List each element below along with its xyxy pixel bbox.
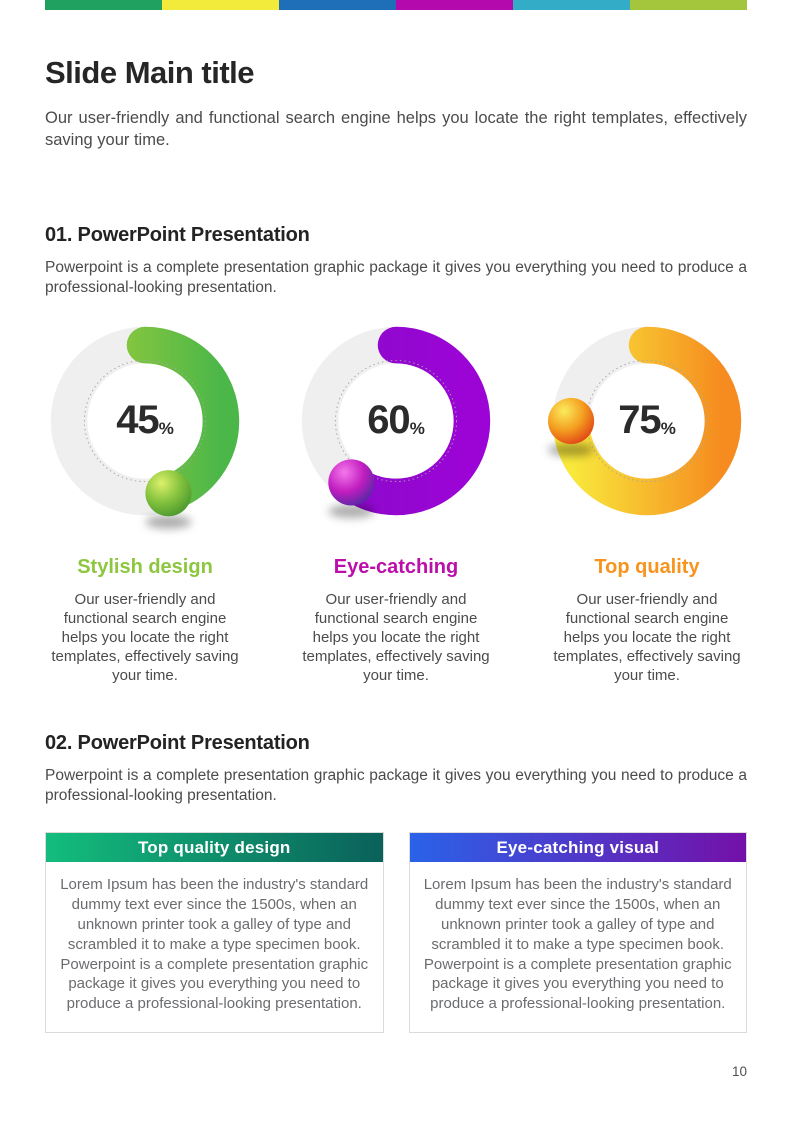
section-01-heading: 01. PowerPoint Presentation <box>45 223 310 246</box>
glossy-ball-icon <box>145 470 191 516</box>
section-02 <box>45 732 747 1033</box>
percent-number: 60 <box>367 398 410 443</box>
donut-chart-2 <box>297 322 495 520</box>
section-02-body: Powerpoint is a complete presentation graphic package it gives you everything you need to produce a professional-looking presentation. <box>45 767 747 805</box>
page-subtitle: Our user-friendly and functional search engine helps you locate the right templates, effectively saving your time. <box>45 109 747 149</box>
percent-sign: % <box>158 418 174 438</box>
donut-chart-row <box>45 322 747 685</box>
donut-ring-3 <box>548 322 746 520</box>
donut-item-2 <box>296 322 496 685</box>
donut-chart-1 <box>46 322 244 520</box>
card <box>45 832 384 1033</box>
accent-bar-segment <box>162 0 279 10</box>
donut-description: Our user-friendly and functional search engine helps you locate the right templates, effectively saving your time. <box>51 590 239 684</box>
card-body: Lorem Ipsum has been the industry's standard dummy text ever since the 1500s, when an unknown printer took a galley of type and scrambled it to make a type specimen book. Powerpoint is a complete presentation graphic package it gives you everything you need to produce a professional-looking presentation. <box>423 876 732 1013</box>
donut-label: Top quality <box>594 555 700 578</box>
card <box>409 832 748 1033</box>
card-header: Eye-catching visual <box>410 833 747 862</box>
card-row <box>45 832 747 1033</box>
percent-number: 45 <box>116 398 159 443</box>
donut-item-3 <box>547 322 747 685</box>
card-body: Lorem Ipsum has been the industry's standard dummy text ever since the 1500s, when an unknown printer took a galley of type and scrambled it to make a type specimen book. Powerpoint is a complete presentation graphic package it gives you everything you need to produce a professional-looking presentation. <box>60 876 369 1013</box>
accent-bar-segment <box>45 0 162 10</box>
page-number: 10 <box>731 1064 747 1079</box>
glossy-ball-icon <box>548 398 594 444</box>
accent-bar-segment <box>396 0 513 10</box>
donut-ring-1 <box>46 322 244 520</box>
percent-number: 75 <box>618 398 661 443</box>
donut-label: Eye-catching <box>333 555 459 578</box>
section-02-heading: 02. PowerPoint Presentation <box>45 732 310 755</box>
donut-chart-3 <box>548 322 746 520</box>
donut-description: Our user-friendly and functional search engine helps you locate the right templates, effectively saving your time. <box>553 590 741 684</box>
ball-shadow <box>328 504 374 517</box>
ball-shadow <box>145 515 191 528</box>
donut-description: Our user-friendly and functional search engine helps you locate the right templates, effectively saving your time. <box>302 590 490 684</box>
donut-item-1 <box>45 322 245 685</box>
glossy-ball-icon <box>328 459 374 505</box>
top-accent-bar <box>45 0 747 10</box>
section-01-body: Powerpoint is a complete presentation graphic package it gives you everything you need to produce a professional-looking presentation. <box>45 258 747 296</box>
percent-sign: % <box>409 418 425 438</box>
page-title: Slide Main title <box>45 55 255 90</box>
ball-shadow <box>548 443 594 456</box>
accent-bar-segment <box>630 0 747 10</box>
donut-label: Stylish design <box>77 555 213 578</box>
percent-sign: % <box>660 418 676 438</box>
card-header: Top quality design <box>46 833 383 862</box>
section-01 <box>45 224 747 686</box>
accent-bar-segment <box>279 0 396 10</box>
accent-bar-segment <box>513 0 630 10</box>
donut-ring-2 <box>297 322 495 520</box>
